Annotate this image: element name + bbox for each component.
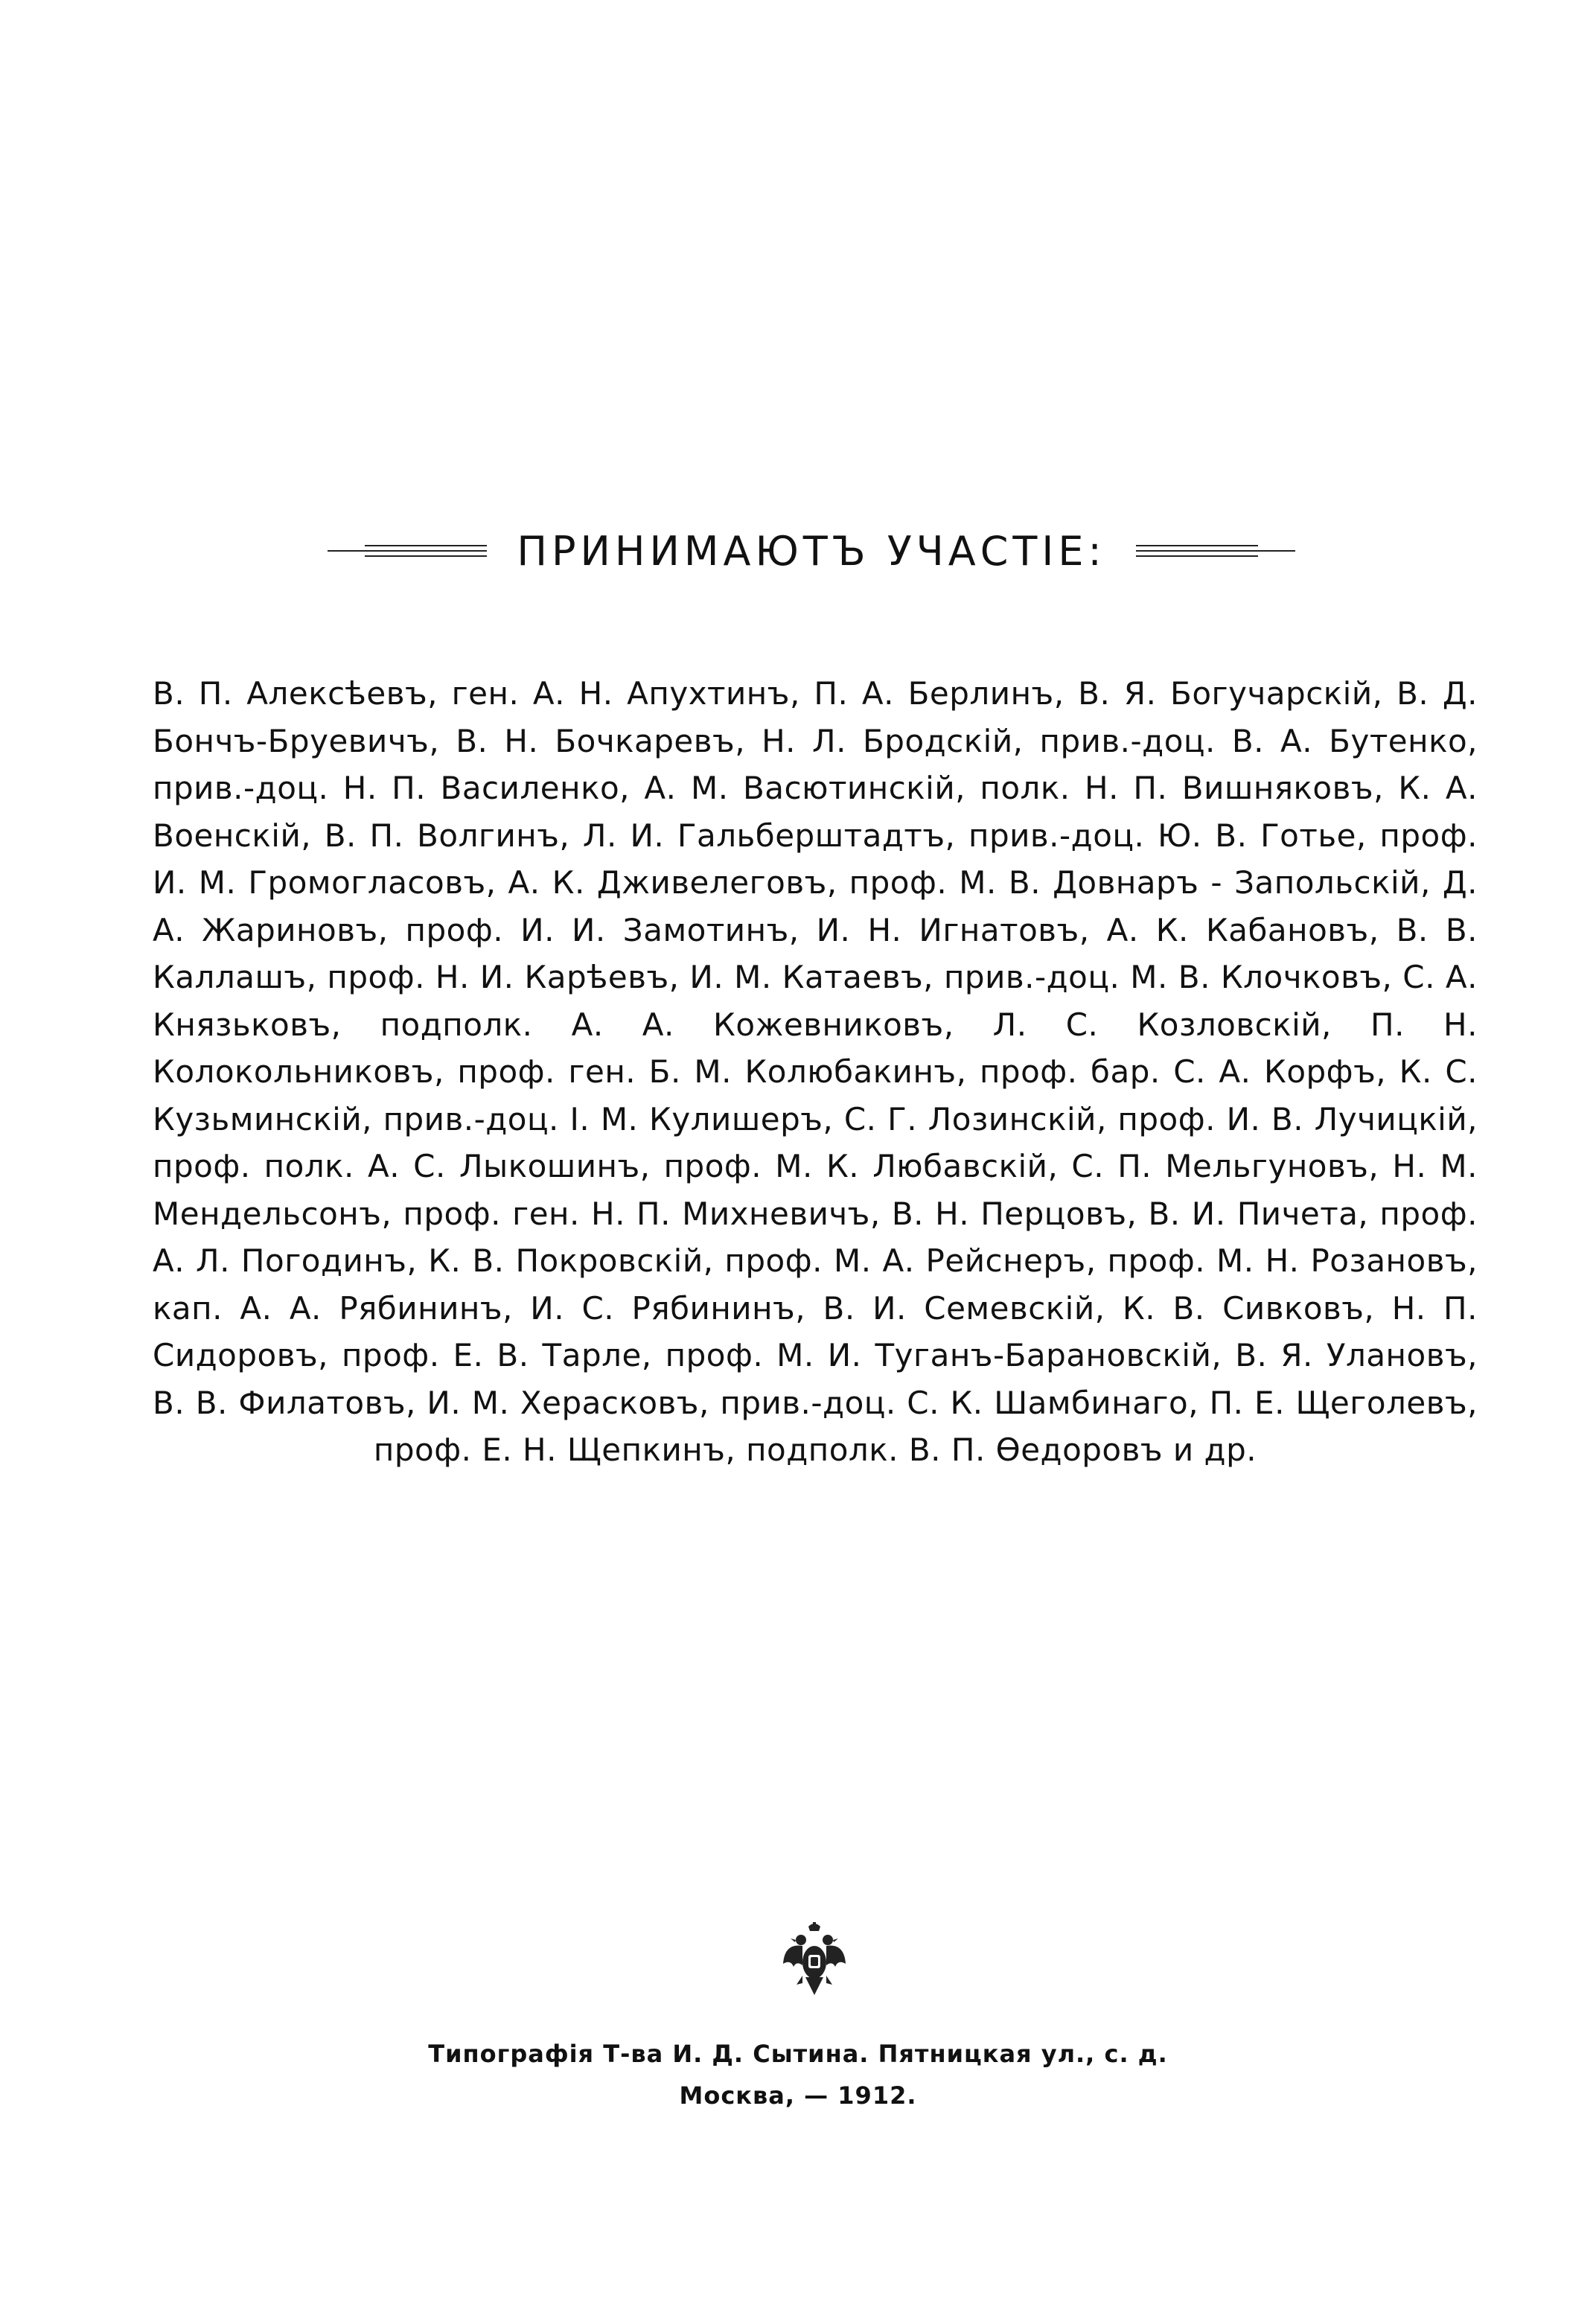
imprint-line-city-year: Москва, — 1912. — [679, 2081, 917, 2110]
heading-row — [328, 521, 1295, 581]
ornamental-rule-left — [328, 540, 487, 562]
imprint-line-printer: Типографія Т-ва И. Д. Сытина. Пятницкая ул., с. д. — [428, 2040, 1168, 2068]
ornamental-rule-right — [1136, 540, 1295, 562]
participants-list: В. П. Алексѣевъ, ген. А. Н. Апухтинъ, П. А. Берлинъ, В. Я. Богучарскій, В. Д. Бончъ-Бруевичъ, В. Н. Бочкаревъ, Н. Л. Бродскій, прив.-доц. В. А. Бутенко, прив.-доц. Н. П. Василенко, А. М. Васютинскій, полк. Н. П. Вишняковъ, К. А. Военскій, В. П. Волгинъ, Л. И. Гальберштадтъ, прив.-доц. Ю. В. Готье, проф. И. М. Громогласовъ, А. К. Дживелеговъ, проф. М. В. Довнаръ - Запольскій, Д. А. Жариновъ, проф. И. И. Замотинъ, И. Н. Игнатовъ, А. К. Кабановъ, В. В. Каллашъ, проф. Н. И. Карѣевъ, И. М. Катаевъ, прив.-доц. М. В. Клочковъ, С. А. Князьковъ, подполк. А. А. Кожевниковъ, Л. С. Козловскій, П. Н. Колокольниковъ, проф. ген. Б. М. Колюбакинъ, проф. бар. С. А. Корфъ, К. С. Кузьминскій, прив.-доц. І. М. Кулишеръ, С. Г. Лозинскій, проф. И. В. Лучицкій, проф. полк. А. С. Лыкошинъ, проф. М. К. Любавскій, С. П. Мельгуновъ, Н. М. Мендельсонъ, проф. ген. Н. П. Михневичъ, В. Н. Перцовъ, В. И. Пичета, проф. А. Л. Погодинъ, К. В. Покровскій, проф. М. А. Рейснеръ, проф. М. Н. Розановъ, кап. А. А. Рябининъ, И. С. Рябининъ, В. И. Семевскій, К. В. Сивковъ, Н. П. Сидоровъ, проф. Е. В. Тарле, проф. М. И. Туганъ-Барановскій, В. Я. Улановъ, В. В. Филатовъ, И. М. Херасковъ, прив.-доц. С. К. Шамбинаго, П. Е. Щеголевъ, проф. Е. Н. Щепкинъ, подполк. В. П. Ѳедоровъ и др. — [153, 675, 1478, 1468]
double-headed-eagle-icon — [780, 1921, 849, 2002]
page-heading: ПРИНИМАЮТЪ УЧАСТІЕ: — [517, 527, 1106, 575]
